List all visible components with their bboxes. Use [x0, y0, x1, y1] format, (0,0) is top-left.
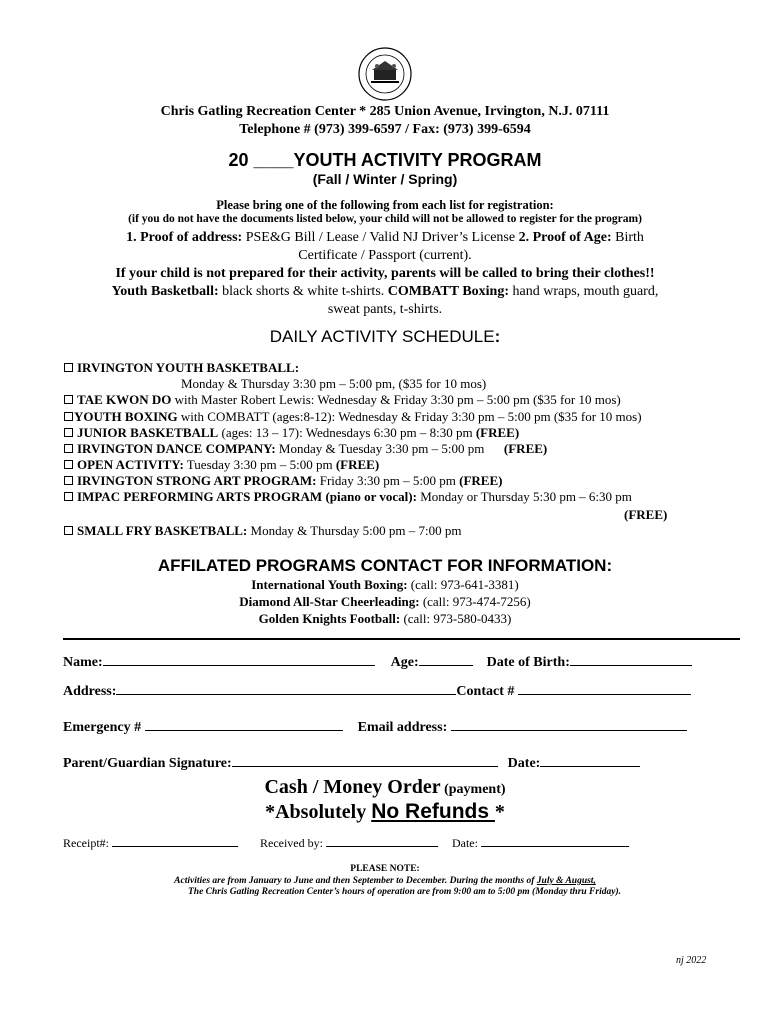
schedule-item-impac — [64, 489, 632, 505]
schedule-item-junior-basketball — [64, 425, 519, 441]
note-line-2: The Chris Gatling Recreation Center’s hours of operation are from 9:00 am to 5:00 pm (Monday thru Friday). — [188, 887, 621, 897]
checkbox[interactable] — [64, 363, 73, 372]
boxing-attire-text: hand wraps, mouth guard, — [509, 284, 659, 299]
schedule-item-name: IRVINGTON YOUTH BASKETBALL: — [77, 360, 300, 375]
schedule-item-text: with Master Robert Lewis: Wednesday & Friday 3:30 pm – 5:00 pm ($35 for 10 mos) — [171, 392, 621, 407]
emergency-row — [63, 718, 687, 736]
schedule-heading — [0, 327, 770, 347]
age-field[interactable] — [419, 653, 473, 666]
affiliated-program — [0, 611, 770, 627]
schedule-item-small-fry — [64, 523, 462, 539]
header-phone: Telephone # (973) 399-6597 / Fax: (973) 399-6594 — [239, 122, 531, 137]
office-date-field[interactable] — [481, 837, 629, 847]
schedule-item-open-activity — [64, 457, 379, 473]
affiliated-program — [0, 577, 770, 593]
payment-method-text: Cash / Money Order — [264, 776, 441, 798]
refund-emphasis: No Refunds — [371, 800, 495, 823]
contact-field[interactable] — [518, 682, 691, 695]
emergency-field[interactable] — [145, 718, 343, 731]
refund-policy — [0, 800, 770, 824]
schedule-item-name: IRVINGTON STRONG ART PROGRAM: — [77, 473, 317, 488]
schedule-heading-colon: : — [494, 327, 501, 346]
dob-field[interactable] — [570, 653, 692, 666]
checkbox[interactable] — [64, 526, 73, 535]
received-by-field[interactable] — [326, 837, 438, 847]
program-contact: (call: 973-641-3381) — [407, 577, 519, 592]
schedule-item-impac-price: (FREE) — [624, 507, 668, 522]
registration-instruction: Please bring one of the following from each list for registration: — [216, 198, 554, 212]
schedule-item-text: with COMBATT (ages:8-12): Wednesday & Friday 3:30 pm – 5:00 pm ($35 for 10 mos) — [177, 409, 642, 424]
proof-age-continued: Certificate / Passport (current). — [298, 248, 472, 263]
schedule-item-dance — [64, 441, 547, 457]
basketball-attire-label: Youth Basketball: — [111, 284, 219, 299]
schedule-item-basketball-times: Monday & Thursday 3:30 pm – 5:00 pm, ($35 for 10 mos) — [181, 376, 487, 391]
name-field[interactable] — [103, 653, 375, 666]
checkbox[interactable] — [64, 444, 73, 453]
proof-age-text: Birth — [611, 230, 644, 245]
refund-prefix: *Absolutely — [265, 801, 372, 823]
received-by-label: Received by: — [259, 836, 326, 850]
schedule-item-text: Tuesday 3:30 pm – 5:00 pm — [183, 457, 336, 472]
program-name: Golden Knights Football: — [258, 611, 401, 626]
schedule-item-name: YOUTH BOXING — [74, 409, 178, 424]
basketball-attire-text: black shorts & white t-shirts. — [218, 284, 388, 299]
checkbox[interactable] — [64, 395, 73, 404]
proof-address-text: PSE&G Bill / Lease / Valid NJ Driver’s License — [242, 230, 519, 245]
city-seal — [357, 46, 413, 102]
checkbox[interactable] — [64, 428, 73, 437]
schedule-heading-text: DAILY ACTIVITY SCHEDULE — [269, 327, 495, 346]
schedule-item-strong-art — [64, 473, 502, 489]
note-line-1-text: Activities are from January to June and then September to December. During the months of — [174, 876, 537, 886]
payment-method-note: (payment) — [440, 782, 506, 797]
seal-icon — [357, 46, 413, 102]
schedule-item-text: (ages: 13 – 17): Wednesdays 6:30 pm – 8:30 pm — [218, 425, 476, 440]
footer-code: nj 2022 — [676, 955, 707, 966]
signature-date-label: Date: — [507, 756, 541, 771]
schedule-item-text: Monday or Thursday 5:30 pm – 6:30 pm — [416, 489, 632, 504]
signature-date-field[interactable] — [540, 754, 640, 767]
receipt-field[interactable] — [112, 837, 238, 847]
schedule-item-basketball — [64, 360, 299, 376]
schedule-item-boxing — [64, 409, 642, 425]
checkbox[interactable] — [64, 476, 73, 485]
section-divider — [63, 638, 740, 640]
name-row — [63, 653, 692, 671]
payment-method — [0, 776, 770, 799]
schedule-item-price: (FREE) — [335, 457, 380, 472]
office-date-label: Date: — [451, 836, 481, 850]
schedule-item-text: Monday & Tuesday 3:30 pm – 5:00 pm — [275, 441, 504, 456]
header-address: Chris Gatling Recreation Center * 285 Union Avenue, Irvington, N.J. 07111 — [160, 104, 610, 119]
program-name: International Youth Boxing: — [251, 577, 408, 592]
affiliated-heading: AFFILATED PROGRAMS CONTACT FOR INFORMATION: — [157, 556, 613, 575]
clothes-warning: If your child is not prepared for their activity, parents will be called to bring their clothes!! — [115, 266, 655, 281]
proof-age-num: 2 — [518, 230, 526, 245]
schedule-item-price: (FREE) — [459, 473, 503, 488]
schedule-item-taekwondo — [64, 392, 621, 408]
schedule-item-name: IRVINGTON DANCE COMPANY: — [77, 441, 276, 456]
dob-label: Date of Birth: — [486, 655, 570, 670]
program-name: Diamond All-Star Cheerleading: — [239, 594, 420, 609]
proof-address-label: 1. Proof of address: — [126, 230, 243, 245]
affiliated-program — [0, 594, 770, 610]
boxing-attire-continued: sweat pants, t-shirts. — [327, 302, 443, 317]
page-title: 20 ____YOUTH ACTIVITY PROGRAM — [228, 150, 542, 170]
program-contact: (call: 973-580-0433) — [400, 611, 512, 626]
schedule-item-name: JUNIOR BASKETBALL — [77, 425, 219, 440]
office-row — [63, 836, 629, 851]
schedule-item-price: (FREE) — [475, 425, 520, 440]
note-heading: PLEASE NOTE: — [350, 864, 420, 874]
schedule-item-price: (FREE) — [503, 441, 548, 456]
address-row — [63, 682, 691, 700]
age-label: Age: — [390, 655, 419, 670]
schedule-item-text: Monday & Thursday 5:00 pm – 7:00 pm — [247, 523, 462, 538]
proof-line — [0, 230, 770, 246]
signature-field[interactable] — [232, 754, 498, 767]
note-line-1 — [0, 876, 770, 886]
schedule-item-name: OPEN ACTIVITY: — [77, 457, 184, 472]
checkbox[interactable] — [64, 460, 73, 469]
page-subtitle: (Fall / Winter / Spring) — [312, 171, 458, 187]
schedule-item-name: IMPAC PERFORMING ARTS PROGRAM (piano or vocal): — [77, 489, 417, 504]
receipt-label: Receipt#: — [63, 836, 112, 850]
name-label: Name: — [63, 655, 103, 670]
schedule-item-name: TAE KWON DO — [77, 392, 172, 407]
attire-line — [0, 284, 770, 300]
registration-note: (if you do not have the documents listed below, your child will not be allowed to register for the program) — [128, 213, 642, 225]
signature-label: Parent/Guardian Signature: — [63, 756, 232, 771]
schedule-item-text: Friday 3:30 pm – 5:00 pm — [316, 473, 460, 488]
note-line-1-months: July & August, — [536, 876, 596, 886]
boxing-attire-label: COMBATT Boxing: — [387, 284, 510, 299]
signature-row — [63, 754, 640, 772]
contact-label: Contact # — [456, 684, 518, 699]
emergency-label: Emergency # — [63, 720, 145, 735]
checkbox[interactable] — [64, 492, 73, 501]
refund-suffix: * — [494, 801, 505, 823]
schedule-item-name: SMALL FRY BASKETBALL: — [77, 523, 248, 538]
email-field[interactable] — [451, 718, 687, 731]
proof-age-label: . Proof of Age: — [525, 230, 612, 245]
address-label: Address: — [63, 684, 117, 699]
email-label: Email address: — [357, 720, 451, 735]
address-field[interactable] — [116, 682, 456, 695]
program-contact: (call: 973-474-7256) — [419, 594, 531, 609]
checkbox[interactable] — [64, 412, 73, 421]
